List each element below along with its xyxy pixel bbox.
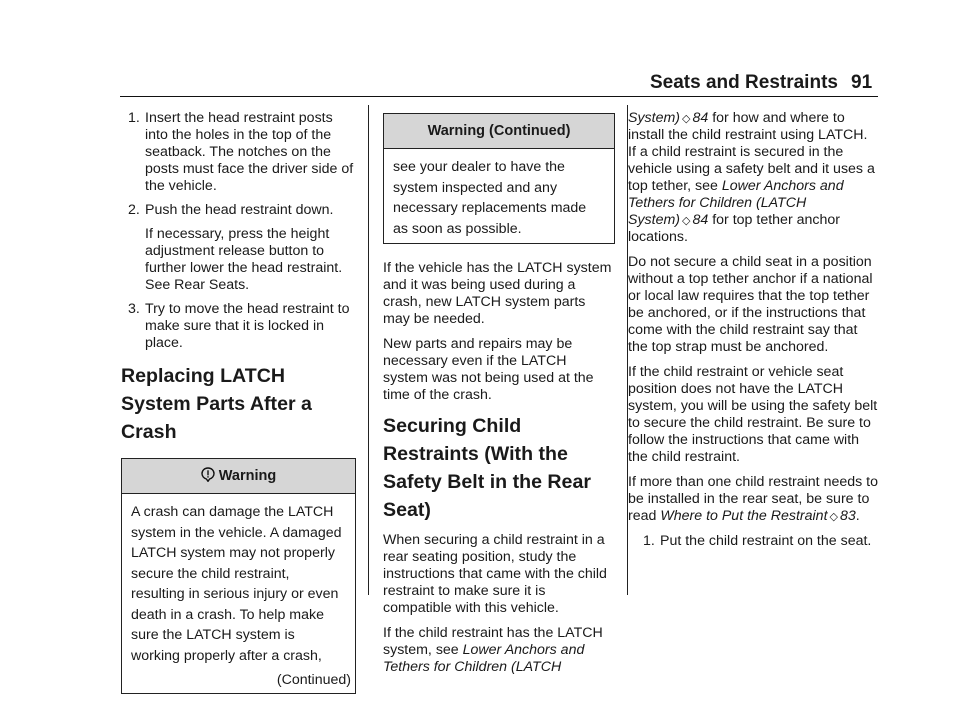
- head-restraint-steps-cont: [121, 301, 356, 352]
- section-heading: Securing Child Restraints (With the Safety Belt in the Rear Seat): [383, 415, 591, 521]
- warning-text: A crash can damage the LATCH system in the vehicle. A damaged LATCH system may not properly secure the child restraint, resulting in serious injury or even death in a crash. To help make sure the LATCH system is working properly after a crash,: [131, 504, 342, 664]
- securing-steps: [636, 533, 878, 550]
- page-ref-icon: ◇: [682, 112, 691, 125]
- list-item: [121, 301, 356, 352]
- paragraph: When securing a child restraint in a rear seating position, study the instructions that came with the child restraint to make sure it is compatible with this vehicle.: [383, 532, 607, 616]
- list-item: [121, 202, 356, 219]
- cross-reference: System): [628, 110, 681, 126]
- paragraph-text: If the child restraint has the LATCH system, see: [383, 625, 603, 658]
- warning-text: see your dealer to have the system inspected and any necessary replacements made as soon as possible.: [393, 159, 587, 237]
- list-item: [121, 110, 356, 195]
- page-ref: 84: [692, 212, 709, 228]
- paragraph: [628, 474, 878, 525]
- paragraph: Do not secure a child seat in a position without a top tether anchor if a national or local law requires that the top tether be anchored, or if the instructions that come with the child restraint say that the top strap must be anchored.: [628, 254, 873, 355]
- paragraph: New parts and repairs may be necessary even if the LATCH system was not being used at the time of the crash.: [383, 336, 594, 403]
- warning-title: Warning: [218, 468, 277, 484]
- cross-reference: Lower Anchors and Tethers for Children (LATCH System): [628, 178, 844, 228]
- paragraph: If the child restraint or vehicle seat position does not have the LATCH system, you will be using the safety belt to secure the child restraint. Be sure to follow the instructions that came with the child restraint.: [628, 364, 878, 465]
- step-number: 1.: [643, 533, 655, 549]
- page-ref-icon: ◇: [829, 510, 838, 523]
- section-heading: Replacing LATCH System Parts After a Crash: [121, 365, 312, 443]
- paragraph-text: .: [855, 508, 860, 524]
- paragraph: [628, 110, 878, 246]
- warning-header: Warning (Continued): [384, 114, 614, 149]
- column-2: [383, 113, 615, 684]
- section-title: Seats and Restraints: [650, 72, 838, 93]
- paragraph-text: If more than one child restraint needs to be installed in the rear seat, be sure to read: [628, 474, 878, 524]
- paragraph-text: for top tether anchor locations.: [628, 212, 840, 245]
- step-text: Put the child restraint on the seat.: [660, 533, 872, 549]
- step-text: Push the head restraint down.: [145, 202, 334, 218]
- step-number: 3.: [128, 301, 140, 317]
- list-item: [636, 533, 878, 550]
- step-number: 2.: [128, 202, 140, 218]
- header-rule: [120, 96, 878, 97]
- cross-reference: Lower Anchors and Tethers for Children (LATCH: [383, 642, 585, 675]
- paragraph: If the vehicle has the LATCH system and it was being used during a crash, new LATCH system parts may be needed.: [383, 260, 612, 327]
- page-number: 91: [851, 72, 873, 93]
- step-text: Try to move the head restraint to make sure that it is locked in place.: [145, 301, 350, 351]
- head-restraint-steps: [121, 110, 356, 219]
- continued-label: (Continued): [276, 672, 351, 688]
- warning-box-continued: [383, 113, 615, 244]
- column-divider-1: [368, 105, 369, 595]
- paragraph: [383, 625, 615, 676]
- page-ref: 84: [692, 110, 709, 126]
- paragraph-text: for how and where to install the child restraint using LATCH. If a child restraint is secured in the vehicle using a safety belt and it uses a top tether, see: [628, 110, 875, 194]
- warning-header: [122, 459, 355, 494]
- page-ref-icon: ◇: [682, 214, 691, 227]
- page-header: [0, 64, 960, 94]
- cross-reference: Where to Put the Restraint: [660, 508, 828, 524]
- warning-icon: [201, 467, 215, 482]
- step-note: If necessary, press the height adjustment release button to further lower the head restraint. See Rear Seats.: [145, 226, 343, 293]
- step-text: Insert the head restraint posts into the holes in the top of the seatback. The notches on the posts must face the driver side of the vehicle.: [145, 110, 354, 194]
- column-1: [121, 110, 356, 706]
- step-number: 1.: [128, 110, 140, 126]
- column-3: [628, 110, 878, 557]
- page-ref: 83: [840, 508, 856, 524]
- warning-box: [121, 458, 356, 694]
